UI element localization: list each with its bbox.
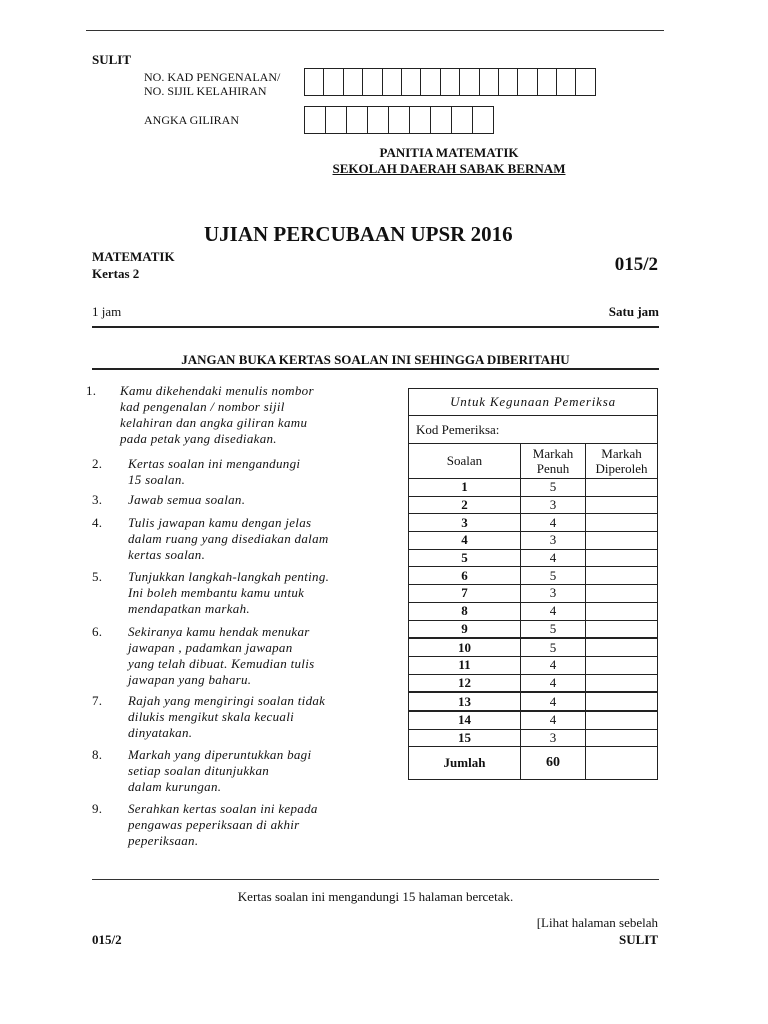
exam-title: UJIAN PERCUBAAN UPSR 2016 [204,222,513,246]
rule-upper [92,326,659,328]
angka-box[interactable] [409,106,431,134]
table-row [409,496,658,514]
question-number: 4 [409,532,521,550]
ic-number-boxes[interactable] [305,68,596,96]
instruction-text: Jawab semua soalan. [128,492,246,507]
question-number: 3 [409,514,521,532]
full-marks: 3 [521,532,586,550]
ic-box[interactable] [440,68,460,96]
instruction-number: 7. [92,693,103,708]
table-row [409,549,658,567]
table-row [409,514,658,532]
obtained-marks-cell[interactable] [586,585,658,603]
instruction-text: Markah yang diperuntukkan bagi setiap soalan ditunjukkan dalam kurungan. [128,747,312,794]
table-row [409,692,658,711]
duration-words: Satu jam [608,304,659,319]
full-marks: 5 [521,638,586,656]
obtained-marks-cell[interactable] [586,656,658,674]
full-marks: 4 [521,549,586,567]
obtained-marks-cell[interactable] [586,496,658,514]
examiner-table [408,388,658,780]
instruction-number: 6. [92,624,103,639]
angka-box[interactable] [367,106,389,134]
ic-label-line-2: NO. SIJIL KELAHIRAN [144,84,267,98]
question-number: 1 [409,479,521,497]
ic-box[interactable] [537,68,557,96]
obtained-marks-cell[interactable] [586,567,658,585]
full-marks: 5 [521,479,586,497]
full-marks: 4 [521,692,586,711]
instruction-text: Sekiranya kamu hendak menukar jawapan , padamkan jawapan yang telah dibuat. Kemudian tulis jawapan yang baharu. [128,624,315,687]
sulit-top: SULIT [92,52,132,67]
instruction-number: 5. [92,569,103,584]
ic-box[interactable] [343,68,363,96]
obtained-marks-cell[interactable] [586,674,658,692]
panitia-title: PANITIA MATEMATIK [379,145,519,160]
instruction-item [86,569,388,619]
ic-box[interactable] [517,68,537,96]
question-number: 5 [409,549,521,567]
instruction-item [86,383,388,449]
table-title: Untuk Kegunaan Pemeriksa [409,389,658,416]
obtained-marks-cell[interactable] [586,549,658,567]
angka-box[interactable] [451,106,473,134]
question-number: 8 [409,602,521,620]
question-number: 11 [409,656,521,674]
table-row [409,729,658,747]
kod-pemeriksa-row [409,416,658,444]
angka-giliran-boxes[interactable] [305,106,494,134]
instruction-text: Kertas soalan ini mengandungi 15 soalan. [128,456,301,487]
table-row [409,479,658,497]
ic-box[interactable] [575,68,595,96]
full-marks: 4 [521,656,586,674]
full-marks: 4 [521,514,586,532]
ic-box[interactable] [401,68,421,96]
ic-box[interactable] [479,68,499,96]
angka-box[interactable] [304,106,326,134]
obtained-marks-cell[interactable] [586,729,658,747]
obtained-marks-cell[interactable] [586,514,658,532]
instruction-number: 8. [92,747,103,762]
question-number: 13 [409,692,521,711]
question-number: 10 [409,638,521,656]
full-marks: 3 [521,585,586,603]
table-row [409,567,658,585]
angka-box[interactable] [325,106,347,134]
instruction-number: 3. [92,492,103,507]
angka-box[interactable] [346,106,368,134]
full-marks: 4 [521,711,586,729]
obtained-marks-cell[interactable] [586,620,658,638]
question-number: 9 [409,620,521,638]
obtained-marks-cell[interactable] [586,638,658,656]
ic-box[interactable] [382,68,402,96]
instruction-text: Kamu dikehendaki menulis nombor kad pengenalan / nombor sijil kelahiran dan angka giliran kamu pada petak yang disediakan. [120,383,314,446]
instruction-item [86,492,388,510]
full-marks: 4 [521,674,586,692]
question-number: 2 [409,496,521,514]
obtained-marks-cell[interactable] [586,532,658,550]
ic-label-line-1: NO. KAD PENGENALAN/ [144,70,281,84]
instruction-text: Tulis jawapan kamu dengan jelas dalam ruang yang disediakan dalam kertas soalan. [128,515,329,562]
obtained-marks-cell[interactable] [586,602,658,620]
table-row [409,656,658,674]
footer-code: 015/2 [92,932,122,947]
total-row [409,747,658,780]
rule-warning [92,368,659,370]
table-row [409,711,658,729]
pages-note: Kertas soalan ini mengandungi 15 halaman bercetak. [237,889,514,904]
duration-number: 1 jam [92,304,122,319]
ic-box[interactable] [304,68,324,96]
header-soalan: Soalan [409,444,521,479]
question-number: 15 [409,729,521,747]
footer-rule [92,879,659,880]
angka-box[interactable] [388,106,410,134]
total-value: 60 [521,747,586,780]
instruction-text: Tunjukkan langkah-langkah penting. Ini boleh membantu kamu untuk mendapatkan markah. [128,569,330,616]
full-marks: 5 [521,620,586,638]
full-marks: 3 [521,496,586,514]
paper-code: 015/2 [614,254,658,275]
instruction-item [86,456,388,490]
header-markah-penuh: Markah Penuh [521,444,586,479]
instruction-text: Rajah yang mengiringi soalan tidak dilukis mengikut skala kecuali dinyatakan. [128,693,326,740]
question-number: 6 [409,567,521,585]
table-row [409,532,658,550]
angka-box[interactable] [472,106,494,134]
full-marks: 5 [521,567,586,585]
ic-box[interactable] [459,68,479,96]
kod-pemeriksa[interactable]: Kod Pemeriksa: [409,416,658,444]
table-row [409,620,658,638]
ic-box[interactable] [420,68,440,96]
instruction-number: 4. [92,515,103,530]
instruction-item [86,747,388,797]
instruction-item [86,624,388,690]
instruction-item [86,515,388,565]
question-number: 14 [409,711,521,729]
full-marks: 4 [521,602,586,620]
ic-box[interactable] [323,68,343,96]
warning-text: JANGAN BUKA KERTAS SOALAN INI SEHINGGA DIBERITAHU [181,352,570,367]
table-header-row [409,444,658,479]
top-rule [86,30,664,31]
footer-sulit: SULIT [618,932,658,947]
full-marks: 3 [521,729,586,747]
ic-label [144,70,280,98]
question-number: 12 [409,674,521,692]
table-row [409,638,658,656]
question-number: 7 [409,585,521,603]
instruction-number: 2. [92,456,103,471]
angka-giliran-label: ANGKA GILIRAN [144,113,239,127]
ic-box[interactable] [498,68,518,96]
angka-box[interactable] [430,106,452,134]
ic-box[interactable] [556,68,576,96]
next-page-note: [Lihat halaman sebelah [536,915,658,930]
ic-box[interactable] [362,68,382,96]
instruction-text: Serahkan kertas soalan ini kepada pengawas peperiksaan di akhir peperiksaan. [128,801,318,848]
table-title-row [409,389,658,416]
table-row [409,674,658,692]
table-row [409,585,658,603]
school-name: SEKOLAH DAERAH SABAK BERNAM [332,161,566,176]
instruction-item [86,801,388,851]
instruction-number: 1. [86,383,97,398]
table-row [409,602,658,620]
subject: MATEMATIK [92,249,175,264]
total-diperoleh-cell[interactable] [586,747,658,780]
obtained-marks-cell[interactable] [586,692,658,711]
instruction-item [86,693,388,743]
obtained-marks-cell[interactable] [586,711,658,729]
header-markah-diperoleh: Markah Diperoleh [586,444,658,479]
total-label: Jumlah [409,747,521,780]
paper: Kertas 2 [92,266,140,281]
obtained-marks-cell[interactable] [586,479,658,497]
instruction-number: 9. [92,801,103,816]
